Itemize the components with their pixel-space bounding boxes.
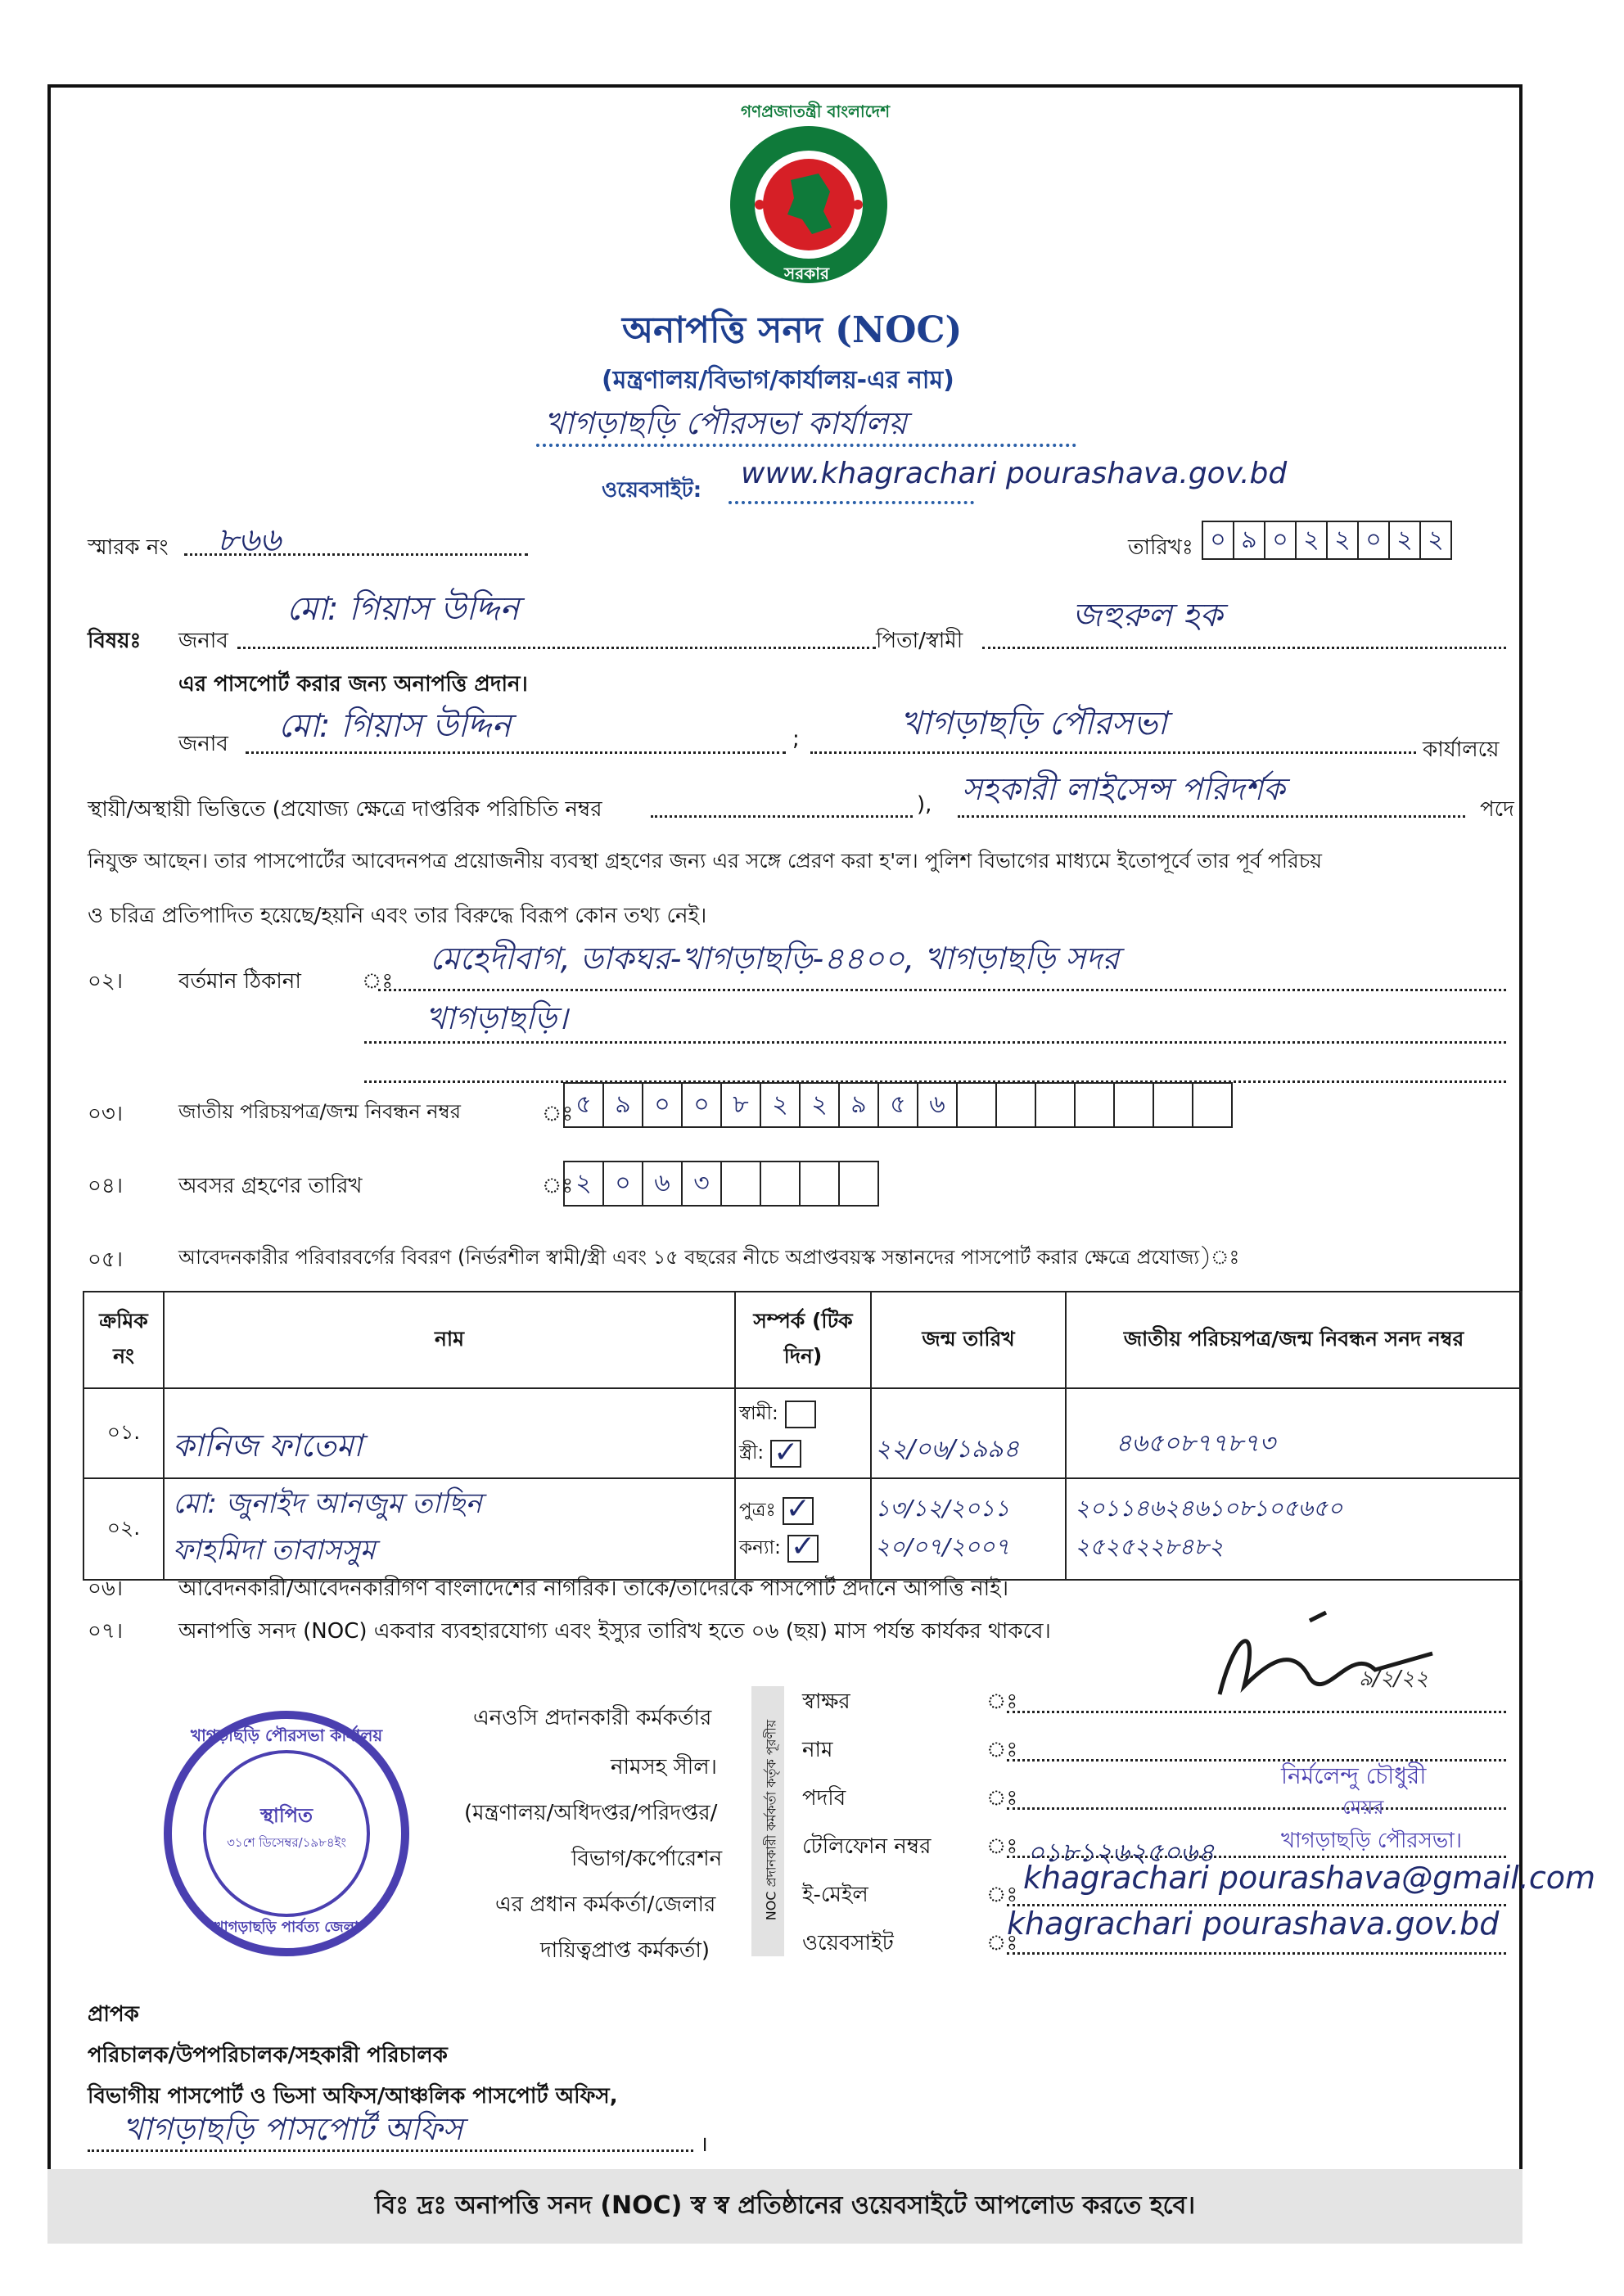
memo-label: স্মারক নং	[88, 535, 169, 560]
nid-digit: ২	[760, 1082, 801, 1128]
date-digit: ২	[1295, 521, 1328, 560]
nid-digit	[1192, 1082, 1233, 1128]
nid-digit: ০	[681, 1082, 722, 1128]
subject-name: মো: গিয়াস উদ্দিন	[286, 590, 520, 628]
body-line-c: ও চরিত্র প্রতিপাদিত হয়েছে/হয়নি এবং তার বিরুদ্ধে বিরূপ কোন তথ্য নেই।	[88, 904, 707, 928]
row-serial: ০২.	[83, 1478, 164, 1580]
father-label: পিতা/স্বামী	[876, 629, 963, 653]
col-dob: জন্ম তারিখ	[871, 1292, 1066, 1388]
nid-digit	[956, 1082, 997, 1128]
date-digit: ২	[1326, 521, 1359, 560]
issuer-vertical-label: NOC প্রদানকারী কর্মকর্তা কর্তৃক পূরণীয়	[751, 1686, 784, 1956]
retire-digit	[760, 1161, 801, 1207]
item03-label: জাতীয় পরিচয়পত্র/জন্ম নিবন্ধন নম্বর	[178, 1100, 461, 1123]
nid-digit: ৫	[877, 1082, 918, 1128]
date-digit: ০	[1264, 521, 1297, 560]
nid-digit	[1035, 1082, 1076, 1128]
signature-date: ৯/২/২২	[1359, 1667, 1429, 1691]
retire-digit	[799, 1161, 840, 1207]
website-value: www.khagrachari pourashava.gov.bd	[741, 457, 1288, 490]
date-digit: ৯	[1233, 521, 1265, 560]
nid-digit	[1074, 1082, 1115, 1128]
retirement-date-boxes	[565, 1161, 879, 1207]
father-name: জহুরুল হক	[1072, 597, 1223, 634]
issuer-line: (মন্ত্রণালয়/অধিদপ্তর/পরিদপ্তর/	[464, 1801, 718, 1825]
row-dob: ১৩/১২/২০১১	[875, 1495, 1010, 1522]
issuer-line: নামসহ সীল।	[611, 1755, 717, 1780]
row-nid: ৪৬৫০৮৭৭৮৭৩	[1066, 1388, 1522, 1478]
item02-num: ০২।	[88, 969, 124, 994]
nid-digit: ৮	[720, 1082, 761, 1128]
seal-bottom-text: খাগড়াছড়ি পার্বত্য জেলা	[214, 1919, 359, 1936]
row-name: মো: জুনাইদ আনজুম তাছিন	[173, 1487, 482, 1520]
nid-digit: ৬	[917, 1082, 958, 1128]
body-mr-label: জনাব	[178, 732, 228, 756]
item07-text: অনাপত্তি সনদ (NOC) একবার ব্যবহারযোগ্য এবং ইস্যুর তারিখ হতে ০৬ (ছয়) মাস পর্যন্ত কার্যকর থাকবে।	[178, 1619, 1051, 1644]
retire-digit: ২	[563, 1161, 604, 1207]
office-name: খাগড়াছড়ি পৌরসভা কার্যালয়	[544, 405, 907, 441]
officer-email: khagrachari pourashava@gmail.com	[1023, 1860, 1596, 1896]
seal-ring-text: খাগড়াছড়ি পৌরসভা কার্যালয়	[190, 1725, 383, 1745]
row-dob: ২২/০৬/১৯৯৪	[871, 1388, 1066, 1478]
body-line-b: নিযুক্ত আছেন। তার পাসপোর্টের আবেদনপত্র প্রয়োজনীয় ব্যবস্থা গ্রহণের জন্য এর সঙ্গে প্রেরণ করা হ'ল। পুলিশ বিভাগের মাধ্যমে ইতোপূর্বে তার পূর্ব পরিচয়	[88, 849, 1323, 873]
row-serial: ০১.	[83, 1388, 164, 1478]
footer-note	[47, 2169, 1522, 2244]
retire-digit	[838, 1161, 879, 1207]
table-row	[83, 1478, 1522, 1580]
issuer-line: এর প্রধান কর্মকর্তা/জেলার	[495, 1892, 716, 1917]
family-table	[83, 1291, 1522, 1581]
date-digit: ২	[1388, 521, 1421, 560]
retire-digit	[720, 1161, 761, 1207]
item06-text: আবেদনকারী/আবেদনকারীগণ বাংলাদেশের নাগরিক। তাকে/তাদেরকে পাসপোর্ট প্রদানে আপত্তি নাই।	[178, 1577, 1009, 1601]
memo-number: ৮৬৬	[217, 521, 281, 559]
address-line2: খাগড়াছড়ি।	[426, 1000, 568, 1036]
officer-title: মেয়র	[1342, 1796, 1384, 1819]
field-label: স্বাক্ষর	[802, 1689, 850, 1714]
issuer-line: এনওসি প্রদানকারী কর্মকর্তার	[473, 1706, 712, 1730]
nid-digit: ৯	[838, 1082, 879, 1128]
item07-num: ০৭।	[88, 1619, 124, 1644]
daughter-checkbox[interactable]	[787, 1535, 819, 1563]
wife-checkbox[interactable]	[770, 1440, 801, 1468]
item04-label: অবসর গ্রহণের তারিখ	[178, 1174, 363, 1198]
emblem-top-text: গণপ্রজাতন্ত্রী বাংলাদেশ	[741, 101, 891, 121]
nid-digit: ৯	[602, 1082, 643, 1128]
recipient-office: খাগড়াছড়ি পাসপোর্ট অফিস	[123, 2111, 463, 2147]
date-digit: ২	[1419, 521, 1452, 560]
retire-digit: ০	[602, 1161, 643, 1207]
seal-center-line1: স্থাপিত	[259, 1804, 313, 1827]
retire-digit: ৩	[681, 1161, 722, 1207]
field-label: ই-মেইল	[802, 1883, 868, 1907]
date-digit: ০	[1202, 521, 1234, 560]
nid-digit: ৫	[563, 1082, 604, 1128]
row-nid: ২৫২৫২২৮৪৮২	[1075, 1533, 1224, 1560]
item02-label: বর্তমান ঠিকানা	[178, 969, 301, 994]
nid-digit: ০	[642, 1082, 683, 1128]
row-dob: ২০/০৭/২০০৭	[875, 1533, 1010, 1560]
nid-digit	[995, 1082, 1036, 1128]
row-nid: ২০১১৪৬২৪৬১০৮১০৫৬৫০	[1075, 1495, 1343, 1522]
item05-num: ০৫।	[88, 1247, 124, 1272]
date-boxes	[1203, 521, 1452, 560]
rel-label: কন্যা:	[739, 1537, 781, 1558]
son-checkbox[interactable]	[783, 1497, 814, 1525]
line-a-close: ),	[917, 792, 932, 817]
nid-digit: ২	[799, 1082, 840, 1128]
seal-center-line2: ৩১শে ডিসেম্বর/১৯৮৪ইং	[227, 1835, 346, 1850]
col-name: নাম	[164, 1292, 735, 1388]
subject-label: বিষয়ঃ	[88, 629, 142, 653]
emblem-bottom-text: সরকার	[784, 264, 830, 283]
designation-suffix: পদে	[1480, 797, 1514, 822]
issuer-line: বিভাগ/কর্পোরেশন	[571, 1847, 723, 1871]
nid-digit	[1153, 1082, 1193, 1128]
item06-num: ০৬।	[88, 1577, 124, 1601]
website-label: ওয়েবসাইট:	[602, 478, 702, 503]
rel-label: স্বামী:	[739, 1403, 778, 1424]
row-name: ফাহমিদা তাবাসসুম	[173, 1534, 376, 1567]
item05-label: আবেদনকারীর পরিবারবর্গের বিবরণ (নির্ভরশীল স্বামী/স্ত্রী এবং ১৫ বছরের নীচে অপ্রাপ্তবয়স্ক সন্তানদের পাসপোর্ট করার ক্ষেত্রে প্রযোজ্য)ঃ	[178, 1246, 1240, 1269]
officer-website: khagrachari pourashava.gov.bd	[1007, 1906, 1500, 1942]
officer-name: নির্মলেন্দু চৌধুরী	[1281, 1762, 1427, 1789]
item04-num: ০৪।	[88, 1174, 124, 1198]
col-serial: ক্রমিক নং	[83, 1292, 164, 1388]
item03-num: ০৩।	[88, 1102, 124, 1126]
nid-boxes	[565, 1082, 1233, 1128]
field-label: টেলিফোন নম্বর	[802, 1834, 932, 1859]
table-row	[83, 1388, 1522, 1478]
rel-label: পুত্রঃ	[739, 1500, 776, 1521]
document-subtitle: (মন্ত্রণালয়/বিভাগ/কার্যালয়-এর নাম)	[602, 366, 954, 395]
row-name: কানিজ ফাতেমা	[164, 1388, 735, 1478]
recipient-line1: পরিচালক/উপপরিচালক/সহকারী পরিচালক	[88, 2043, 448, 2068]
address-line1: মেহেদীবাগ, ডাকঘর-খাগড়াছড়ি-৪৪০০, খাগড়াছড়ি সদর	[430, 941, 1120, 977]
husband-checkbox[interactable]	[785, 1401, 816, 1428]
footer-note-text: বিঃ দ্রঃ অনাপত্তি সনদ (NOC) স্ব স্ব প্রতিষ্ঠানের ওয়েবসাইটে আপলোড করতে হবে।	[374, 2191, 1196, 2220]
body-line-a: স্থায়ী/অস্থায়ী ভিত্তিতে (প্রযোজ্য ক্ষেত্রে দাপ্তরিক পরিচিতি নম্বর	[88, 797, 602, 822]
field-label: ওয়েবসাইট	[802, 1931, 894, 1955]
issuer-line: দায়িত্বপ্রাপ্ত কর্মকর্তা)	[540, 1938, 710, 1963]
body-name: মো: গিয়াস উদ্দিন	[278, 707, 512, 745]
subject-line2: এর পাসপোর্ট করার জন্য অনাপত্তি প্রদান।	[178, 672, 528, 697]
office-suffix: কার্যালয়ে	[1423, 738, 1500, 762]
rel-label: স্ত্রী:	[739, 1442, 765, 1464]
date-digit: ০	[1357, 521, 1390, 560]
designation: সহকারী লাইসেন্স পরিদর্শক	[962, 771, 1285, 807]
retire-digit: ৬	[642, 1161, 683, 1207]
recipient-label: প্রাপক	[88, 2002, 139, 2027]
col-relation: সম্পর্ক (টিক দিন)	[735, 1292, 871, 1388]
officer-org: খাগড়াছড়ি পৌরসভা।	[1281, 1829, 1463, 1853]
office-seal	[164, 1711, 409, 1956]
field-label: নাম	[802, 1738, 833, 1762]
subject-mr-label: জনাব	[178, 629, 228, 653]
table-header-row	[83, 1292, 1522, 1388]
col-nid: জাতীয় পরিচয়পত্র/জন্ম নিবন্ধন সনদ নম্বর	[1066, 1292, 1522, 1388]
document-title: অনাপত্তি সনদ (NOC)	[622, 309, 963, 351]
date-label: তারিখঃ	[1128, 535, 1193, 560]
body-office: খাগড়াছড়ি পৌরসভা	[900, 705, 1167, 742]
officer-phone: ০১৮১২৬২৫০৬৪	[1027, 1837, 1215, 1868]
nid-digit	[1113, 1082, 1154, 1128]
recipient-line2: বিভাগীয় পাসপোর্ট ও ভিসা অফিস/আঞ্চলিক পাসপোর্ট অফিস,	[88, 2084, 618, 2109]
field-label: পদবি	[802, 1786, 846, 1811]
